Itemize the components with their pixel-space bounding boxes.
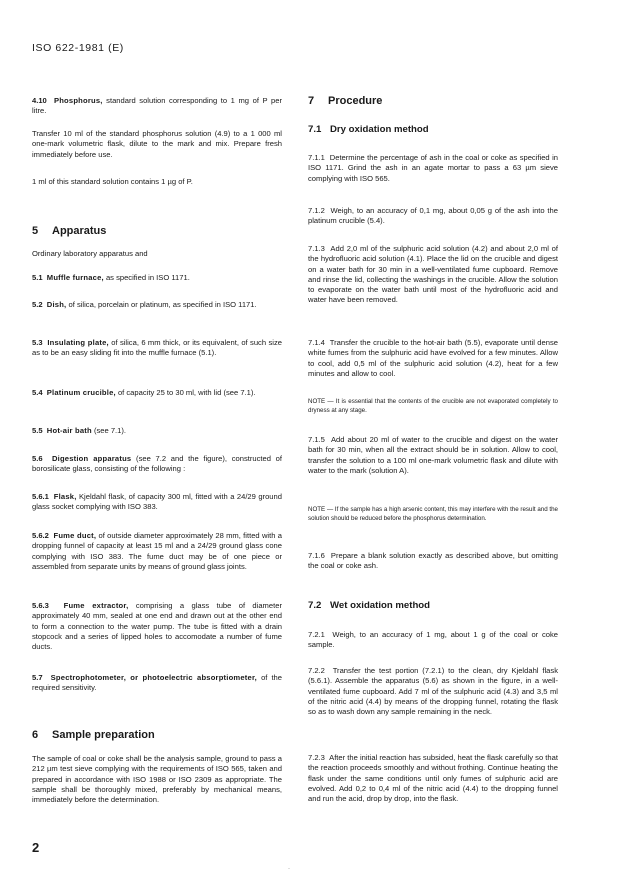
clause-text: of silica, porcelain or platinum, as specified in ISO 1171. <box>68 300 257 309</box>
clause-title: Fume duct, <box>53 531 97 540</box>
clause-7-1-4 <box>308 338 558 379</box>
clause-text: of the required sensitivity. <box>32 673 283 693</box>
clause-5-3 <box>32 338 282 359</box>
clause-title: Spectrophotometer, or photoelectric absorptiometer, <box>50 673 257 682</box>
clause-number: 7.1.3 <box>308 244 325 253</box>
subsection-title: Wet oxidation method <box>330 600 431 611</box>
clause-number: 7.2.2 <box>308 666 325 675</box>
clause-number: 7.1.2 <box>308 206 325 215</box>
clause-text: of silica, 6 mm thick, or its equivalent, of such size as to be an easy sliding fit into the muffle furnace (5.1). <box>32 338 282 358</box>
section-title: Sample preparation <box>52 729 155 741</box>
clause-5-6-3 <box>32 601 282 652</box>
clause-7-2-3 <box>308 753 558 804</box>
clause-5-6 <box>32 454 282 475</box>
clause-title: Insulating plate, <box>47 338 109 347</box>
clause-5-4 <box>32 388 282 398</box>
clause-title: Flask, <box>53 492 77 501</box>
section-5-heading <box>32 226 106 236</box>
section-number: 6 <box>32 729 39 741</box>
section-5-intro: Ordinary laboratory apparatus and <box>32 249 148 258</box>
clause-5-6-1 <box>32 492 282 513</box>
clause-5-6-2 <box>32 531 282 572</box>
section-6-heading <box>32 730 155 740</box>
clause-number: 4.10 <box>32 96 47 105</box>
clause-number: 5.6.1 <box>32 492 49 501</box>
clause-number: 5.2 <box>32 300 43 309</box>
footer-mark: · <box>288 866 290 872</box>
clause-4-10-para2: Transfer 10 ml of the standard phosphorus solution (4.9) to a 1 000 ml one-mark volumetric flask, dilute to the mark and mix. Prepare fresh immediately before use. <box>32 129 282 159</box>
clause-5-7 <box>32 673 282 694</box>
clause-4-10 <box>32 96 282 117</box>
clause-text: as specified in ISO 1171. <box>105 273 190 282</box>
clause-7-1-2 <box>308 206 558 227</box>
clause-title: Hot-air bath <box>46 426 92 435</box>
clause-title: Dish, <box>46 300 67 309</box>
clause-number: 7.1.5 <box>308 435 325 444</box>
clause-number: 5.6.3 <box>32 601 49 610</box>
clause-7-2-2 <box>308 666 558 717</box>
clause-7-1-1 <box>308 153 558 184</box>
clause-title: Phosphorus, <box>53 96 103 105</box>
clause-title: Fume extractor, <box>63 601 129 610</box>
section-number: 7 <box>308 95 315 107</box>
clause-number: 5.7 <box>32 673 43 682</box>
clause-text: (see 7.1). <box>93 426 127 435</box>
subsection-number: 7.2 <box>308 600 322 611</box>
clause-text: Determine the percentage of ash in the coal or coke as specified in ISO 1171. Grind the ash in an agate mortar to pass a 63 µm sieve complying with ISO 565. <box>308 153 558 183</box>
document-id: ISO 622-1981 (E) <box>32 42 124 54</box>
clause-text: comprising a glass tube of diameter approximately 40 mm, sealed at one end and drawn out at the other end to form a connection to the water pump. The tube is fitted with a drain stopcock and a series of lipped holes to accomodate a number of fume ducts. <box>32 601 282 652</box>
section-7-heading <box>308 96 382 106</box>
clause-text: After the initial reaction has subsided, heat the flask carefully so that the reaction proceeds smoothly and without frothing. Continue heating the flask under the same conditions until only fumes of sulphuric acid are evolved. Add 0,2 to 0,4 ml of the nitric acid (4.4) to the dropping funnel and run the acid, drop by drop, into the flask. <box>308 753 558 804</box>
clause-5-2 <box>32 300 282 310</box>
section-number: 5 <box>32 225 39 237</box>
clause-text: Transfer the crucible to the hot-air bath (5.5), evaporate until dense white fumes from the sulphuric acid have evolved for a few minutes. Allow to cool, add 0,5 ml of the sulphuric acid solution (4.2), heat for a few minutes and allow to cool. <box>308 338 558 378</box>
clause-number: 5.1 <box>32 273 43 282</box>
clause-number: 7.2.3 <box>308 753 325 762</box>
section-title: Procedure <box>328 95 383 107</box>
clause-title: Digestion apparatus <box>51 454 132 463</box>
clause-5-1 <box>32 273 282 283</box>
clause-number: 7.2.1 <box>308 630 325 639</box>
clause-4-10-para3: 1 ml of this standard solution contains 1 µg of P. <box>32 177 193 186</box>
note-dryness: NOTE — It is essential that the contents of the crucible are not evaporated completely to dryness at any stage. <box>308 398 558 415</box>
subsection-title: Dry oxidation method <box>330 124 429 135</box>
page-number: 2 <box>32 840 40 855</box>
clause-text: of capacity 25 to 30 ml, with lid (see 7.1). <box>117 388 256 397</box>
subsection-7-2-heading <box>308 601 430 611</box>
clause-7-2-1 <box>308 630 558 651</box>
clause-number: 5.3 <box>32 338 43 347</box>
clause-text: Transfer the test portion (7.2.1) to the clean, dry Kjeldahl flask (5.6.1). Assemble the apparatus (5.6) as shown in the figure, in a well-ventilated fume cupboard. Add 7 ml of the sulphuric acid (4.3) and 3,5 ml of the nitric acid (4.4) by means of the dropping funnel, rotating the flask so as to wash down any sample remaining in the neck. <box>308 666 558 717</box>
clause-text: Kjeldahl flask, of capacity 300 ml, fitted with a 24/29 ground glass socket complying with ISO 383. <box>32 492 282 512</box>
clause-number: 7.1.6 <box>308 551 325 560</box>
section-6-text: The sample of coal or coke shall be the analysis sample, ground to pass a 212 µm test sieve complying with the requirements of ISO 565, taken and prepared in accordance with ISO 1988 or ISO 2309 as appropriate. The sample shall be thoroughly mixed, preferably by mechanical means, immediately before the determination. <box>32 754 282 805</box>
clause-text: of outside diameter approximately 28 mm, fitted with a dropping funnel of capacity at least 15 ml and a 24/29 ground glass cone complying with ISO 383. The fume duct may be of one piece or assembled from separate units by means of ground glass joints. <box>32 531 282 571</box>
clause-7-1-5 <box>308 435 558 476</box>
clause-7-1-3 <box>308 244 558 306</box>
clause-text: Weigh, to an accuracy of 1 mg, about 1 g of the coal or coke sample. <box>308 630 558 650</box>
clause-text: Weigh, to an accuracy of 0,1 mg, about 0,05 g of the ash into the platinum crucible (5.4). <box>308 206 558 226</box>
clause-text: standard solution corresponding to 1 mg of P per litre. <box>32 96 282 116</box>
clause-7-1-6 <box>308 551 558 572</box>
clause-text: Add about 20 ml of water to the crucible and digest on the water bath for 30 min, when all the extract should be in solution. Allow to cool, transfer the solution to a 100 ml one-mark volumetric flask and dilute with water to the mark (solution A). <box>308 435 558 475</box>
clause-text: Add 2,0 ml of the sulphuric acid solution (4.2) and about 2,0 ml of the hydrofluoric acid solution (4.1). Place the lid on the crucible and digest on a water bath for 30 min in a well-ventilated fume cupboard. Remove and rinse the lid, collecting the washings in the crucible. Allow the solution to evaporate on the water bath until most of the hydrofluoric acid and water have been removed. <box>308 244 558 305</box>
clause-number: 5.6.2 <box>32 531 49 540</box>
note-arsenic: NOTE — If the sample has a high arsenic content, this may interfere with the result and the solution should be reduced before the phosphorus determination. <box>308 506 558 523</box>
clause-title: Platinum crucible, <box>46 388 116 397</box>
clause-text: Prepare a blank solution exactly as described above, but omitting the coal or coke ash. <box>308 551 558 571</box>
clause-5-5 <box>32 426 282 436</box>
subsection-number: 7.1 <box>308 124 322 135</box>
clause-number: 5.5 <box>32 426 43 435</box>
clause-title: Muffle furnace, <box>46 273 104 282</box>
subsection-7-1-heading <box>308 125 429 135</box>
clause-text: (see 7.2 and the figure), constructed of borosilicate glass, consisting of the following : <box>32 454 282 474</box>
clause-number: 7.1.4 <box>308 338 325 347</box>
section-title: Apparatus <box>52 225 107 237</box>
clause-number: 7.1.1 <box>308 153 325 162</box>
clause-number: 5.4 <box>32 388 43 397</box>
clause-number: 5.6 <box>32 454 43 463</box>
